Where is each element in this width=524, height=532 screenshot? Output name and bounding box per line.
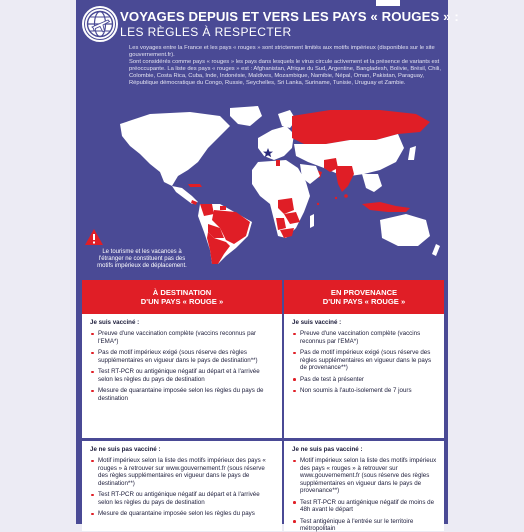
rules-list <box>90 457 275 517</box>
map-country-indonesia <box>362 202 410 212</box>
panel-provenance-not-vaccinated <box>284 441 444 531</box>
intro-text <box>129 45 443 87</box>
list-item: Non soumis à l'auto-isolement de 7 jours <box>292 387 437 394</box>
panel-heading: Je ne suis pas vacciné : <box>292 446 363 453</box>
rules-list <box>90 330 275 402</box>
column-header-destination <box>82 280 282 314</box>
page-title: VOYAGES DEPUIS ET VERS LES PAYS « ROUGES » : <box>120 9 459 24</box>
map-country-india <box>336 166 354 192</box>
list-item: Mesure de quarantaine imposée selon les règles du pays de destination <box>90 387 275 402</box>
rules-list <box>292 457 437 532</box>
world-map <box>80 104 444 266</box>
globe-plane-icon <box>82 6 118 42</box>
warning-line-3: motifs impérieux de déplacement. <box>97 263 187 270</box>
warning-line-1: Le tourisme et les vacances à <box>102 249 182 255</box>
list-item: Test antigénique à l'entrée sur le territoire métropolitain <box>292 518 437 532</box>
page-subtitle: LES RÈGLES À RESPECTER <box>120 25 292 39</box>
list-item: Motif impérieux selon la liste des motifs impérieux des pays « rouges » à retrouver sur www.gouvernement.fr (sous réserve des règles supplémentaires en vigueur dans le pays de destination**) <box>90 457 275 487</box>
infographic-sheet <box>76 0 459 532</box>
column-header-destination-line-1: À DESTINATION <box>152 287 212 297</box>
column-header-destination-line-2: D'UN PAYS « ROUGE » <box>140 297 224 306</box>
column-header-provenance-line-1: EN PROVENANCE <box>330 287 398 297</box>
map-country-cuba <box>188 184 202 187</box>
list-item: Preuve d'une vaccination complète (vaccins reconnus par l'EMA*) <box>292 330 437 345</box>
rules-list <box>292 330 437 394</box>
list-item: Pas de motif impérieux exigé (sous réserve des règles supplémentaires en vigueur dans le pays de provenance**) <box>292 349 437 371</box>
list-item: Motif impérieux selon la liste des motifs impérieux des pays « rouges » à retrouver sur www.gouvernement.fr (sous réserve des règles supplémentaires en vigueur dans le pays de provenance**) <box>292 457 437 494</box>
list-item: Test RT-PCR ou antigénique négatif au départ et à l'arrivée selon les règles du pays de destination <box>90 368 275 383</box>
warning-triangle-icon <box>84 228 104 246</box>
warning-text <box>84 249 200 271</box>
panel-destination-not-vaccinated <box>82 441 282 531</box>
intro-paragraph-1: Les voyages entre la France et les pays « rouges » sont strictement limités aux motifs impérieux (disponibles sur le site gouvernement.fr). <box>129 45 435 58</box>
map-country-russia <box>292 110 430 144</box>
column-header-provenance-line-2: D'UN PAYS « ROUGE » <box>322 297 406 306</box>
list-item: Test RT-PCR ou antigénique négatif de moins de 48h avant le départ <box>292 499 437 514</box>
panel-heading: Je ne suis pas vacciné : <box>90 446 161 453</box>
top-tab <box>376 0 400 6</box>
panel-provenance-vaccinated <box>284 314 444 438</box>
intro-paragraph-2: Sont considérés comme pays « rouges » les pays dans lesquels le virus circule activement et la présence de variants est préoccupante. La liste des pays « rouges » est : Afghanistan, Afrique du Sud, Argentine, Bangladesh, Bolivie, Brésil, Chili, Colombie, Costa Rica, Cuba, Inde, Indonésie, Maldives, Mozambique, Namibie, Népal, Oman, Pakistan, Paraguay, République démocratique du Congo, Russie, Seychelles, Sri Lanka, Suriname, Tunisie, Uruguay et Zambie. <box>129 59 441 86</box>
list-item: Pas de test à présenter <box>292 376 437 383</box>
list-item: Pas de motif impérieux exigé (sous réserve des règles supplémentaires en vigueur dans le pays de destination**) <box>90 349 275 364</box>
column-header-provenance <box>284 280 444 314</box>
panel-heading: Je suis vacciné : <box>90 319 140 326</box>
list-item: Test RT-PCR ou antigénique négatif au départ et à l'arrivée selon les règles du pays de destination <box>90 491 275 506</box>
list-item: Preuve d'une vaccination complète (vaccins reconnus par l'EMA*) <box>90 330 275 345</box>
list-item: Mesure de quarantaine imposée selon les règles du pays <box>90 510 275 517</box>
warning-line-2: l'étranger ne constituent pas des <box>98 256 186 263</box>
panel-heading: Je suis vacciné : <box>292 319 342 326</box>
panel-destination-vaccinated <box>82 314 282 438</box>
